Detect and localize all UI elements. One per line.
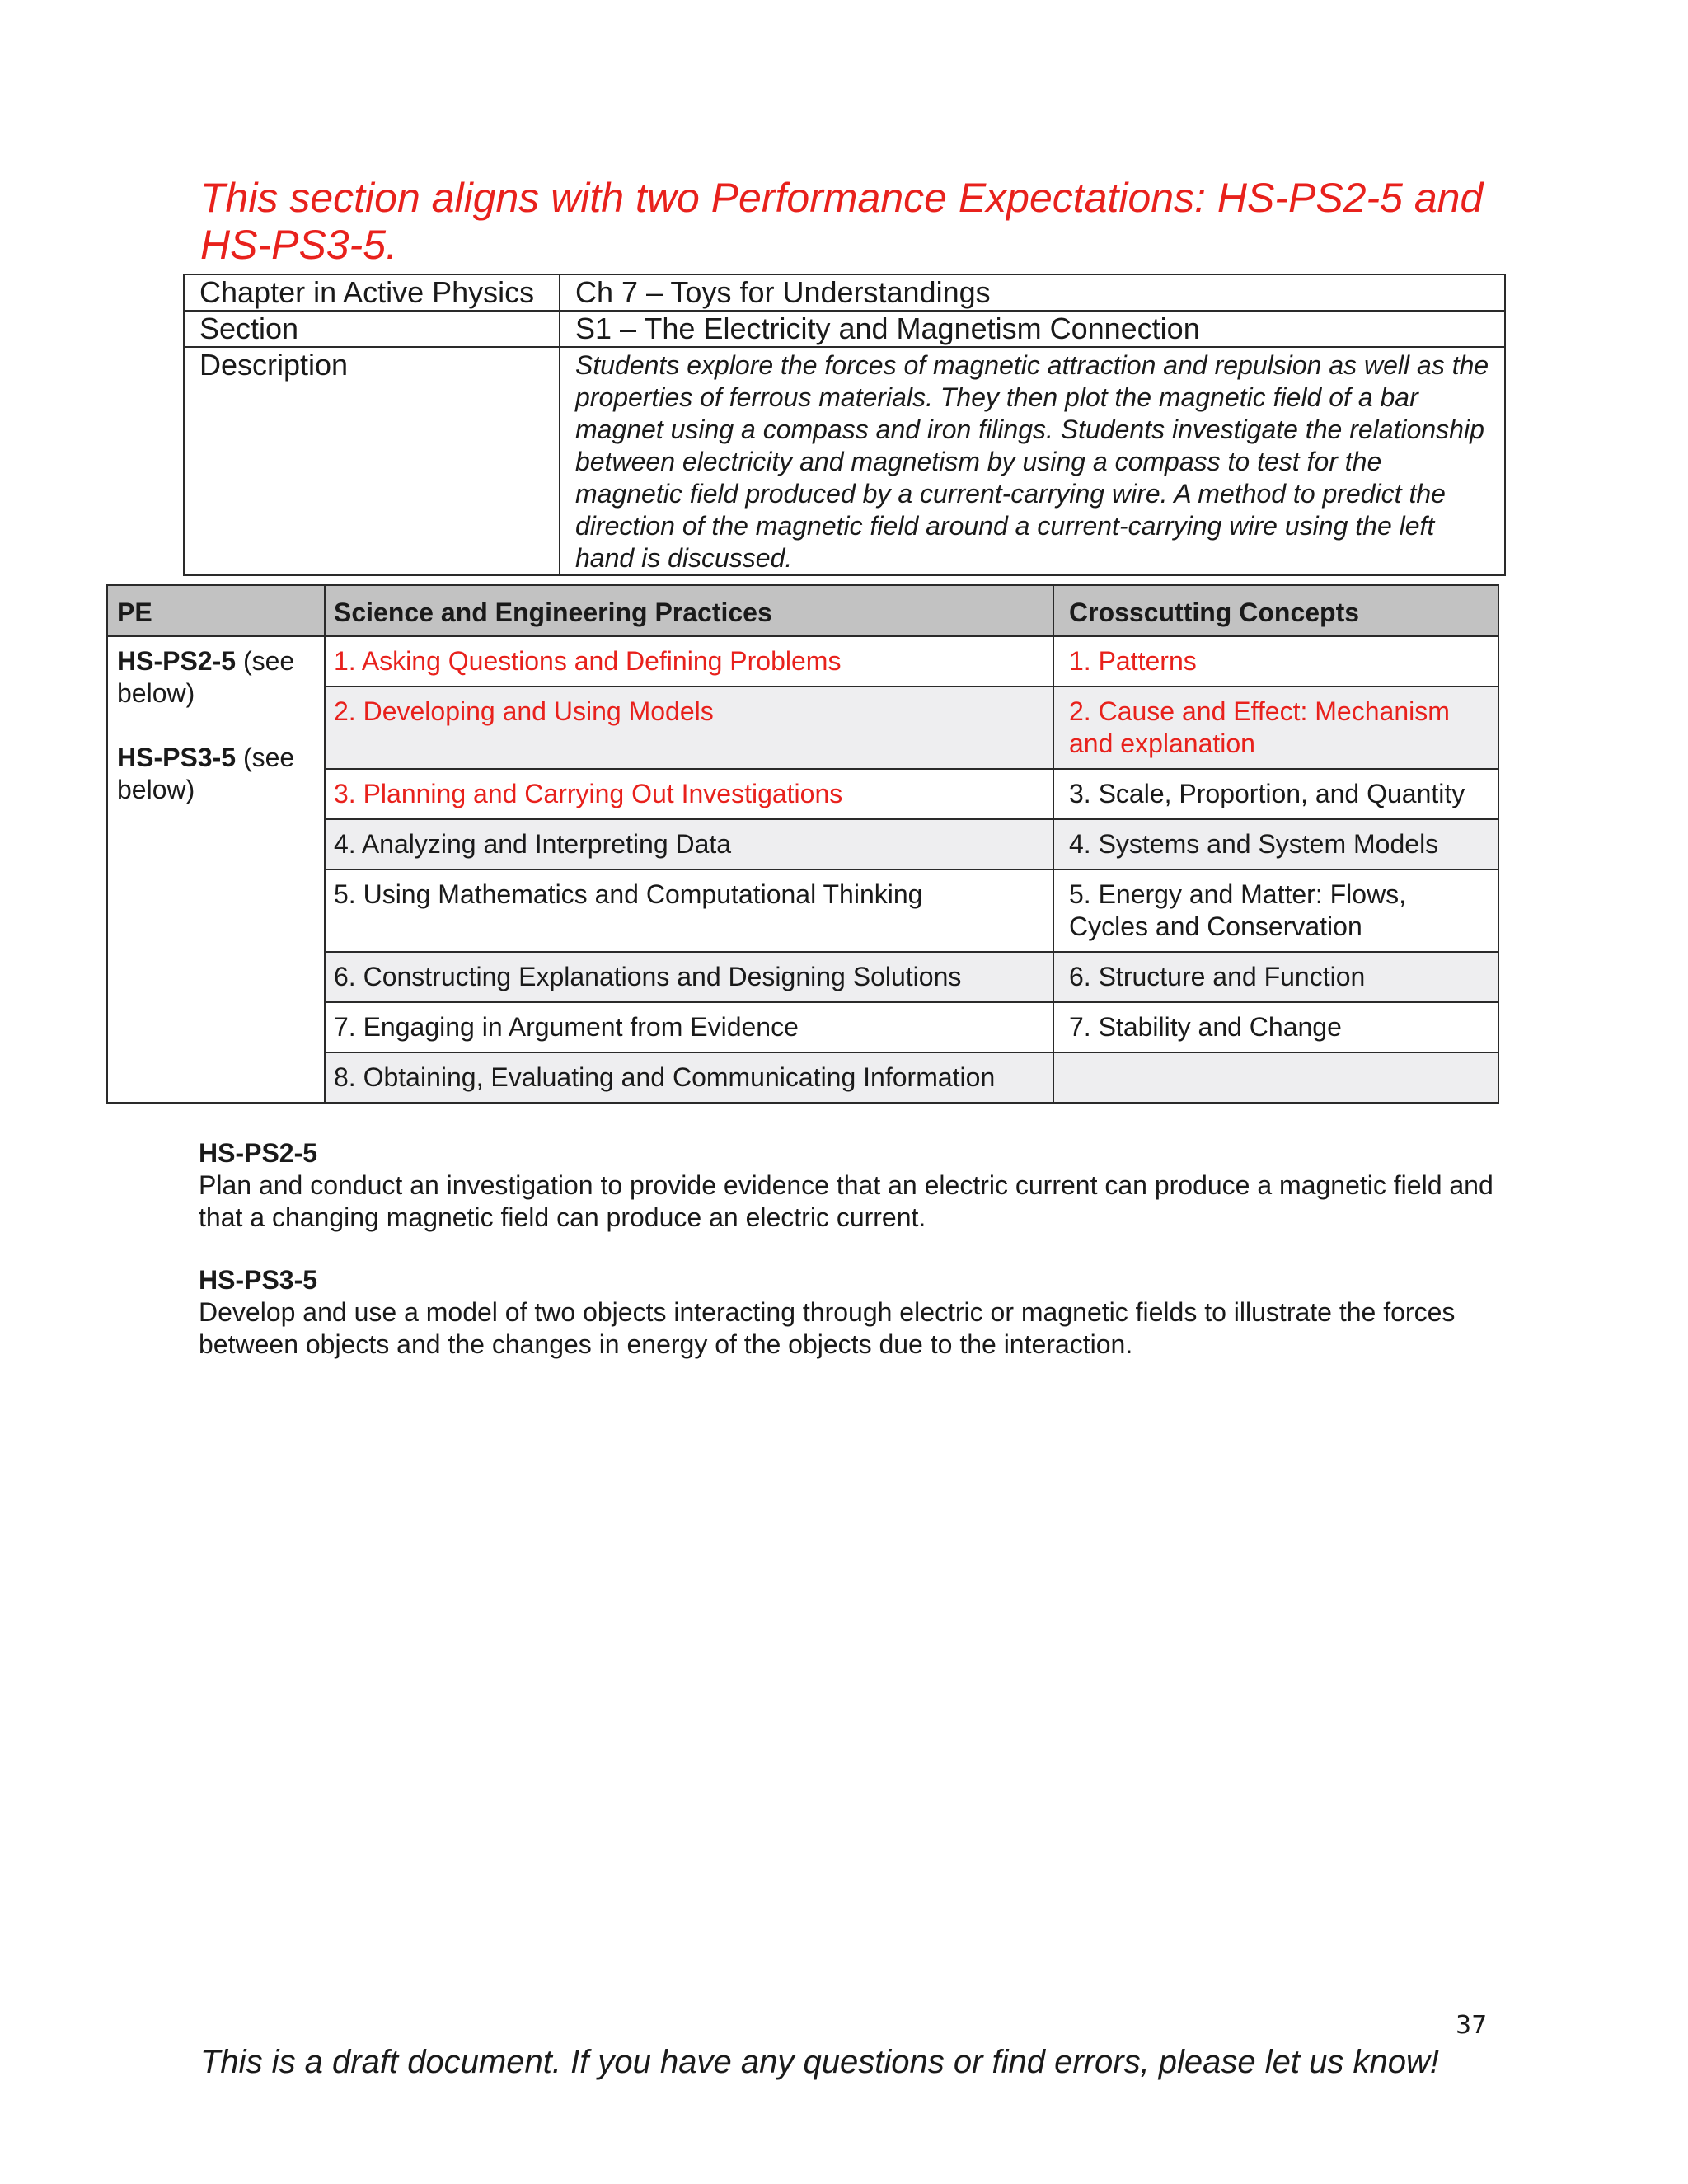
concept-cell: 4. Systems and System Models xyxy=(1053,819,1498,869)
chapter-info-table xyxy=(183,274,1506,576)
section-row xyxy=(184,311,1505,347)
concept-cell: 5. Energy and Matter: Flows, Cycles and Conservation xyxy=(1053,869,1498,952)
concept-cell: 3. Scale, Proportion, and Quantity xyxy=(1053,769,1498,819)
concept-cell: 1. Patterns xyxy=(1053,636,1498,687)
concept-cell: 7. Stability and Change xyxy=(1053,1002,1498,1052)
practice-cell: 3. Planning and Carrying Out Investigations xyxy=(325,769,1053,819)
table-header-row xyxy=(107,585,1498,636)
concept-cell: 2. Cause and Effect: Mechanism and explanation xyxy=(1053,687,1498,769)
practice-cell: 8. Obtaining, Evaluating and Communicating Information xyxy=(325,1052,1053,1103)
chapter-value: Ch 7 – Toys for Understandings xyxy=(560,274,1505,311)
pe-list-cell xyxy=(107,636,325,1103)
practice-cell: 7. Engaging in Argument from Evidence xyxy=(325,1002,1053,1052)
description-label: Description xyxy=(184,347,560,575)
practice-cell: 2. Developing and Using Models xyxy=(325,687,1053,769)
pe-description-block xyxy=(199,1264,1517,1361)
draft-footer: This is a draft document. If you have any questions or find errors, please let us know! xyxy=(200,2044,1439,2080)
pe-entry xyxy=(117,742,316,806)
table-row xyxy=(107,636,1498,687)
pe-note: (see below) xyxy=(117,646,295,708)
chapter-row xyxy=(184,274,1505,311)
concept-cell: 6. Structure and Function xyxy=(1053,952,1498,1002)
practice-cell: 5. Using Mathematics and Computational Thinking xyxy=(325,869,1053,952)
pe-note: (see below) xyxy=(117,743,295,804)
page-number: 37 xyxy=(1456,2011,1488,2040)
practice-cell: 1. Asking Questions and Defining Problems xyxy=(325,636,1053,687)
practice-cell: 4. Analyzing and Interpreting Data xyxy=(325,819,1053,869)
pe-description-text: Plan and conduct an investigation to provide evidence that an electric current can produce a magnetic field and that a changing magnetic field can produce an electric current. xyxy=(199,1170,1493,1232)
pe-code: HS-PS2-5 xyxy=(117,646,237,676)
practice-cell: 6. Constructing Explanations and Designing Solutions xyxy=(325,952,1053,1002)
concept-cell xyxy=(1053,1052,1498,1103)
practices-concepts-table xyxy=(106,584,1499,1104)
pe-description-block xyxy=(199,1137,1517,1234)
header-practices: Science and Engineering Practices xyxy=(325,585,1053,636)
pe-description-code: HS-PS3-5 xyxy=(199,1265,318,1295)
pe-entry xyxy=(117,645,316,710)
header-pe: PE xyxy=(107,585,325,636)
header-concepts: Crosscutting Concepts xyxy=(1053,585,1498,636)
pe-description-text: Develop and use a model of two objects interacting through electric or magnetic fields to illustrate the forces between objects and the changes in energy of the objects due to the interaction. xyxy=(199,1297,1456,1359)
chapter-label: Chapter in Active Physics xyxy=(184,274,560,311)
section-value: S1 – The Electricity and Magnetism Connection xyxy=(560,311,1505,347)
section-label: Section xyxy=(184,311,560,347)
pe-code: HS-PS3-5 xyxy=(117,743,237,772)
description-row xyxy=(184,347,1505,575)
pe-description-code: HS-PS2-5 xyxy=(199,1138,318,1168)
description-value: Students explore the forces of magnetic attraction and repulsion as well as the properties of ferrous materials. They then plot the magnetic field of a bar magnet using a compass and iron filings. Students investigate the relationship between electricity and magnetism by using a compass to test for the magnetic field produced by a current-carrying wire. A method to predict the direction of the magnetic field around a current-carrying wire using the left hand is discussed. xyxy=(560,347,1505,575)
section-alignment-heading: This section aligns with two Performance Expectations: HS-PS2-5 and HS-PS3-5. xyxy=(200,175,1484,268)
